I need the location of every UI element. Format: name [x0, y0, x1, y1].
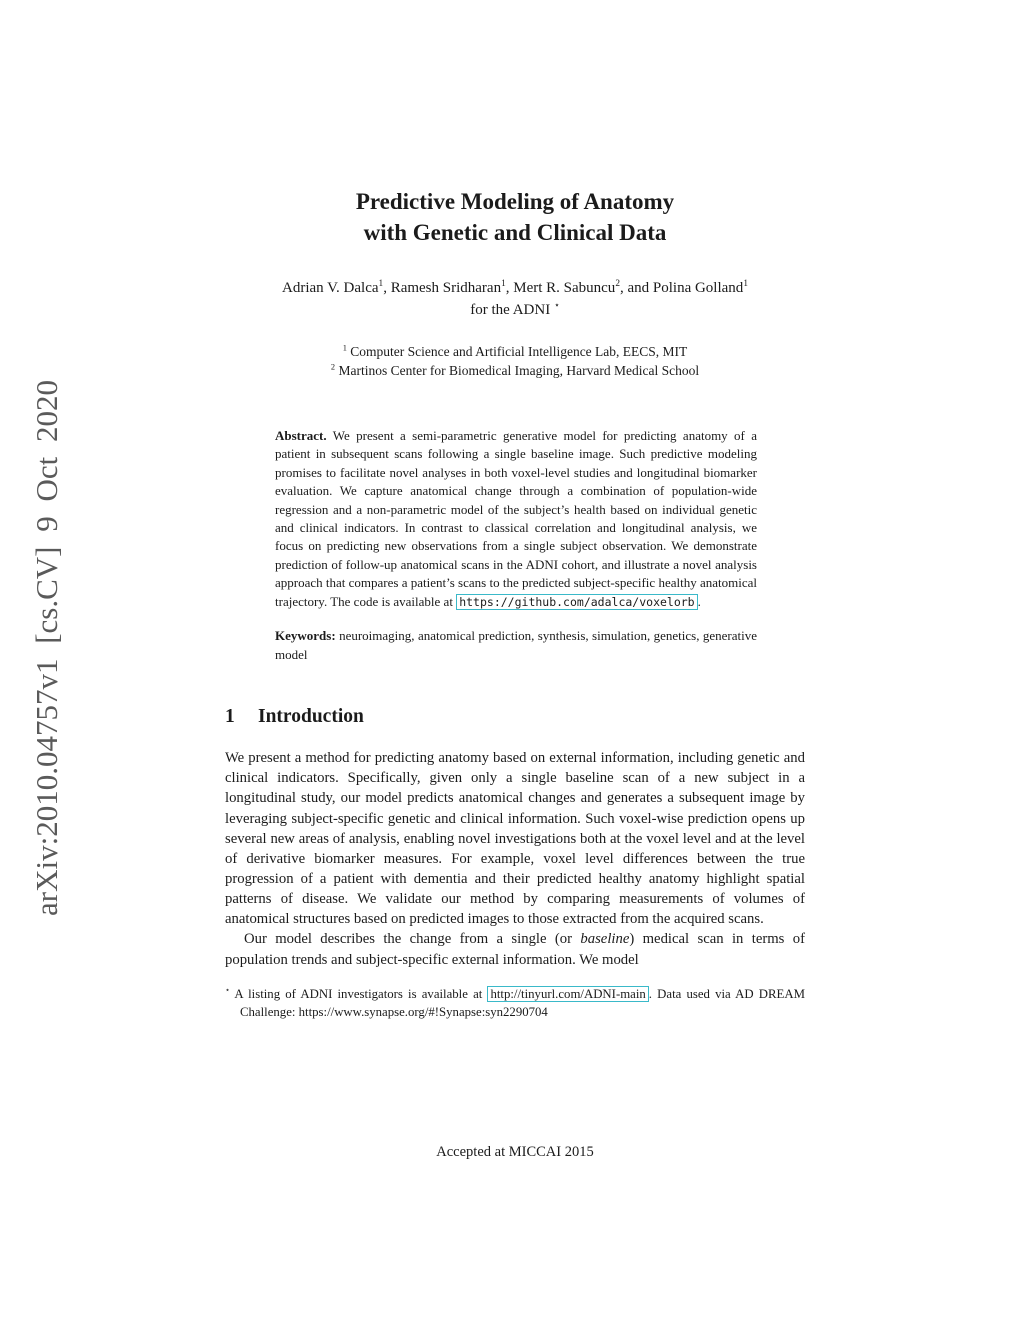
author-name: Ramesh Sridharan	[390, 280, 502, 297]
for-adni-line	[225, 300, 805, 322]
intro-p2-italic-term: baseline	[580, 931, 630, 948]
code-repository-link[interactable]: https://github.com/adalca/voxelorb	[456, 594, 697, 610]
affiliation-text: Martinos Center for Biomedical Imaging, Harvard Medical School	[338, 363, 700, 379]
abstract-block	[275, 427, 757, 612]
affiliation-text: Computer Science and Artificial Intelligence Lab, EECS, MIT	[350, 343, 688, 359]
author-separator: , and	[619, 280, 653, 297]
adni-footnote	[225, 985, 805, 1022]
author-affil-sup: 2	[615, 279, 620, 290]
section-title: Introduction	[258, 706, 364, 728]
author-affil-sup: 1	[501, 279, 506, 290]
footnote-star-marker: ⋆	[553, 300, 560, 311]
author-name: Polina Golland	[652, 280, 744, 297]
footnote-text: . Data used via AD DREAM Challenge: https://www.synapse.org/#!Synapse:syn2290704	[240, 986, 805, 1020]
abstract-label: Abstract.	[275, 427, 327, 443]
affiliation-sup: 2	[330, 362, 336, 372]
paper-title-line1: Predictive Modeling of Anatomy	[355, 189, 675, 214]
author-separator: ,	[383, 280, 391, 297]
for-adni-text: for the ADNI	[470, 301, 551, 318]
intro-paragraph-1: We present a method for predicting anatomy based on external information, including genetic and clinical indicators. Specifically, given only a single baseline scan of a new subject in a longitudinal study, our model predicts anatomical changes and generates a subsequent image by leveraging subject-specific genetic and clinical information. Such voxel-wise prediction opens up several new areas of analysis, enabling novel investigations both at the voxel level and at the level of derivative biomarker measures. For example, voxel level differences between the true progression of a patient with dementia and their predicted healthy anatomy highlight spatial patterns of disease. We validate our method by comparing measurements of volumes of anatomical structures based on predicted images to those extracted from the acquired scans.	[225, 750, 805, 928]
affiliation-line	[225, 361, 805, 381]
keywords-label: Keywords:	[275, 628, 336, 644]
paper-title-line2: with Genetic and Clinical Data	[363, 220, 667, 246]
paper-title	[225, 0, 805, 248]
adni-main-link[interactable]: http://tinyurl.com/ADNI-main	[487, 986, 648, 1002]
accepted-footer: Accepted at MICCAI 2015	[436, 1144, 594, 1160]
intro-p2-text: ) medical scan in terms of population trends and subject-specific external information. We model	[225, 931, 806, 968]
author-line	[225, 278, 805, 300]
abstract-period: .	[697, 593, 701, 609]
intro-p2-text: Our model describes the change from a single (or	[244, 931, 581, 948]
section-heading-introduction	[225, 706, 805, 728]
abstract-text: We present a semi-parametric generative model for predicting anatomy of a patient in subsequent scans following a single baseline image. Such predictive modeling promises to facilitate novel analyses in both voxel-level studies and longitudinal biomarker evaluation. We capture anatomical change through a combination of population-wide regression and a non-parametric model of the subject’s health based on individual genetic and clinical indicators. In contrast to classical correlation and longitudinal analysis, we focus on predicting new observations from a single subject observation. We demonstrate prediction of follow-up anatomical scans in the ADNI cohort, and illustrate a novel analysis approach that compares a patient’s scans to the predicted subject-specific healthy anatomical trajectory. The code is available at	[275, 427, 758, 609]
affiliation-block	[225, 342, 805, 381]
intro-paragraph-2	[225, 929, 805, 969]
author-affil-sup: 1	[743, 279, 748, 290]
footnote-star: ⋆	[225, 985, 230, 995]
affiliation-sup: 1	[342, 343, 347, 353]
keywords-text: neuroimaging, anatomical prediction, synthesis, simulation, genetics, generative model	[275, 628, 757, 662]
author-name: Adrian V. Dalca	[282, 280, 379, 297]
footnote-text: A listing of ADNI investigators is available at	[229, 986, 488, 1001]
author-separator: ,	[505, 280, 514, 297]
section-number: 1	[225, 706, 235, 728]
author-affil-sup: 1	[378, 279, 384, 290]
keywords-block	[275, 627, 757, 664]
arxiv-sidebar-label: arXiv:2010.04757v1 [cs.CV] 9 Oct 2020	[29, 380, 64, 916]
author-name: Mert R. Sabuncu	[513, 280, 616, 297]
affiliation-line	[225, 342, 805, 362]
author-block	[225, 278, 805, 322]
paper-column	[225, 0, 806, 1160]
